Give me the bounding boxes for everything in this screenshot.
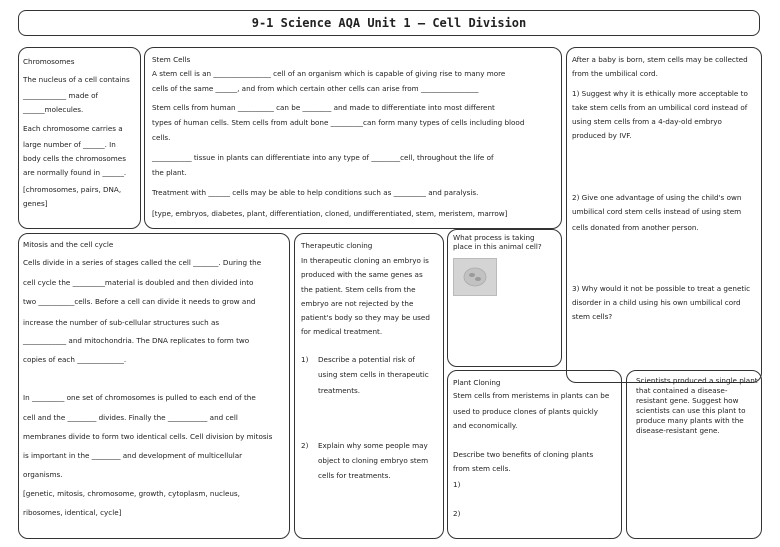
therapeutic-line: patient's body so they may be used [301,313,430,322]
therapeutic-heading: Therapeutic cloning [301,241,373,250]
mitosis-line: cell and the ________ divides. Finally the ___________ and cell [23,413,238,422]
cord-cells-question: 3) Why would it not be possible to treat a genetic [572,284,751,293]
mitosis-line: membranes divide to form two identical cells. Cell division by mitosis [23,432,273,441]
cord-cells-question: using stem cells from a 4-day-old embryo [572,117,722,126]
process-question: place in this animal cell? [453,242,542,251]
mitosis-line: is important in the ________ and development of multicellular [23,451,243,460]
cord-cells-question: stem cells? [572,312,613,321]
mitosis-line: increase the number of sub-cellular structures such as [23,318,220,327]
stem-cells-line: ___________ tissue in plants can differentiate into any type of ________cell, throughout the life of [152,153,494,162]
mitosis-line: ____________ and mitochondria. The DNA replicates to form two [23,336,250,345]
chromosomes-line: body cells the chromosomes [23,154,126,163]
stem-cells-heading: Stem Cells [152,55,191,64]
plant-cloning-question: Describe two benefits of cloning plants [453,450,594,459]
chromosomes-line: large number of ______. In [23,140,116,149]
chromosomes-line: ____________ made of [23,91,99,100]
stem-cells-word-bank: [type, embryos, diabetes, plant, differentiation, cloned, undifferentiated, stem, meristem, marrow] [152,209,508,218]
stem-cells-line: cells. [152,133,171,142]
chromosomes-line: are normally found in ______. [23,168,127,177]
cord-cells-question: umbilical cord stem cells instead of using stem [572,207,742,216]
cord-cells-line: After a baby is born, stem cells may be collected [572,55,748,64]
plant-cloning-heading: Plant Cloning [453,378,501,387]
chromosomes-word-bank: [chromosomes, pairs, DNA, [23,185,122,194]
stem-cells-line: Stem cells from human __________ can be ________ and made to differentiate into most different [152,103,495,112]
therapeutic-question: object to cloning embryo stem [318,456,429,465]
stem-cells-line: cells of the same ______, and from which certain other cells can arise from ________________ [152,84,479,93]
cell-micrograph-image [453,258,497,296]
scientists-line: scientists can use this plant to [636,406,746,415]
scientists-line: resistant gene. Suggest how [636,396,739,405]
therapeutic-question: Describe a potential risk of [318,355,415,364]
stem-cells-line: types of human cells. Stem cells from adult bone _________can form many types of cells including blood [152,118,525,127]
scientists-line: that contained a disease- [636,386,728,395]
chromosomes-word-bank: genes] [23,199,48,208]
scientists-line: disease-resistant gene. [636,426,720,435]
chromosomes-heading: Chromosomes [23,57,75,66]
stem-cells-line: the plant. [152,168,187,177]
plant-cloning-line: Stem cells from meristems in plants can be [453,391,610,400]
therapeutic-question: cells for treatments. [318,471,391,480]
cord-cells-line: from the umbilical cord. [572,69,658,78]
plant-cloning-line: used to produce clones of plants quickly [453,407,599,416]
mitosis-line: two __________cells. Before a cell can divide it needs to grow and [23,297,256,306]
scientists-line: produce many plants with the [636,416,744,425]
mitosis-word-bank: [genetic, mitosis, chromosome, growth, cytoplasm, nucleus, [23,489,240,498]
stem-cells-line: Treatment with ______ cells may be able to help conditions such as _________ and paralysis. [152,188,479,197]
therapeutic-line: In therapeutic cloning an embryo is [301,256,429,265]
plant-cloning-line: and economically. [453,421,518,430]
mitosis-heading: Mitosis and the cell cycle [23,240,114,249]
chromosomes-line: ______molecules. [23,105,84,114]
mitosis-line: organisms. [23,470,63,479]
therapeutic-question: treatments. [318,386,361,395]
plant-cloning-answer-number: 2) [453,509,461,518]
cord-cells-question: 2) Give one advantage of using the child's own [572,193,742,202]
cord-cells-question: cells donated from another person. [572,223,699,232]
mitosis-line: cell cycle the _________material is doubled and then divided into [23,278,254,287]
cord-cells-question: take stem cells from an umbilical cord instead of [572,103,748,112]
cord-cells-question: disorder in a child using his own umbilical cord [572,298,741,307]
process-question: What process is taking [453,233,535,242]
therapeutic-question-number: 1) [301,355,309,364]
therapeutic-question: Explain why some people may [318,441,428,450]
mitosis-line: copies of each _____________. [23,355,127,364]
chromosomes-line: The nucleus of a cell contains [23,75,130,84]
therapeutic-line: for medical treatment. [301,327,383,336]
therapeutic-question-number: 2) [301,441,309,450]
therapeutic-line: produced with the same genes as [301,270,423,279]
plant-cloning-answer-number: 1) [453,480,461,489]
mitosis-word-bank: ribosomes, identical, cycle] [23,508,122,517]
mitosis-line: Cells divide in a series of stages called the cell _______. During the [23,258,262,267]
page-title: 9-1 Science AQA Unit 1 – Cell Division [18,10,760,36]
mitosis-line: In _________ one set of chromosomes is pulled to each end of the [23,393,256,402]
stem-cells-line: A stem cell is an ________________ cell of an organism which is capable of giving rise to many more [152,69,506,78]
therapeutic-question: using stem cells in therapeutic [318,370,429,379]
cord-cells-question: produced by IVF. [572,131,632,140]
chromosomes-line: Each chromosome carries a [23,124,123,133]
therapeutic-line: the patient. Stem cells from the [301,285,416,294]
cord-cells-question: 1) Suggest why it is ethically more acceptable to [572,89,748,98]
scientists-line: Scientists produced a single plant [636,376,758,385]
therapeutic-line: embryo are not rejected by the [301,299,414,308]
plant-cloning-question: from stem cells. [453,464,511,473]
